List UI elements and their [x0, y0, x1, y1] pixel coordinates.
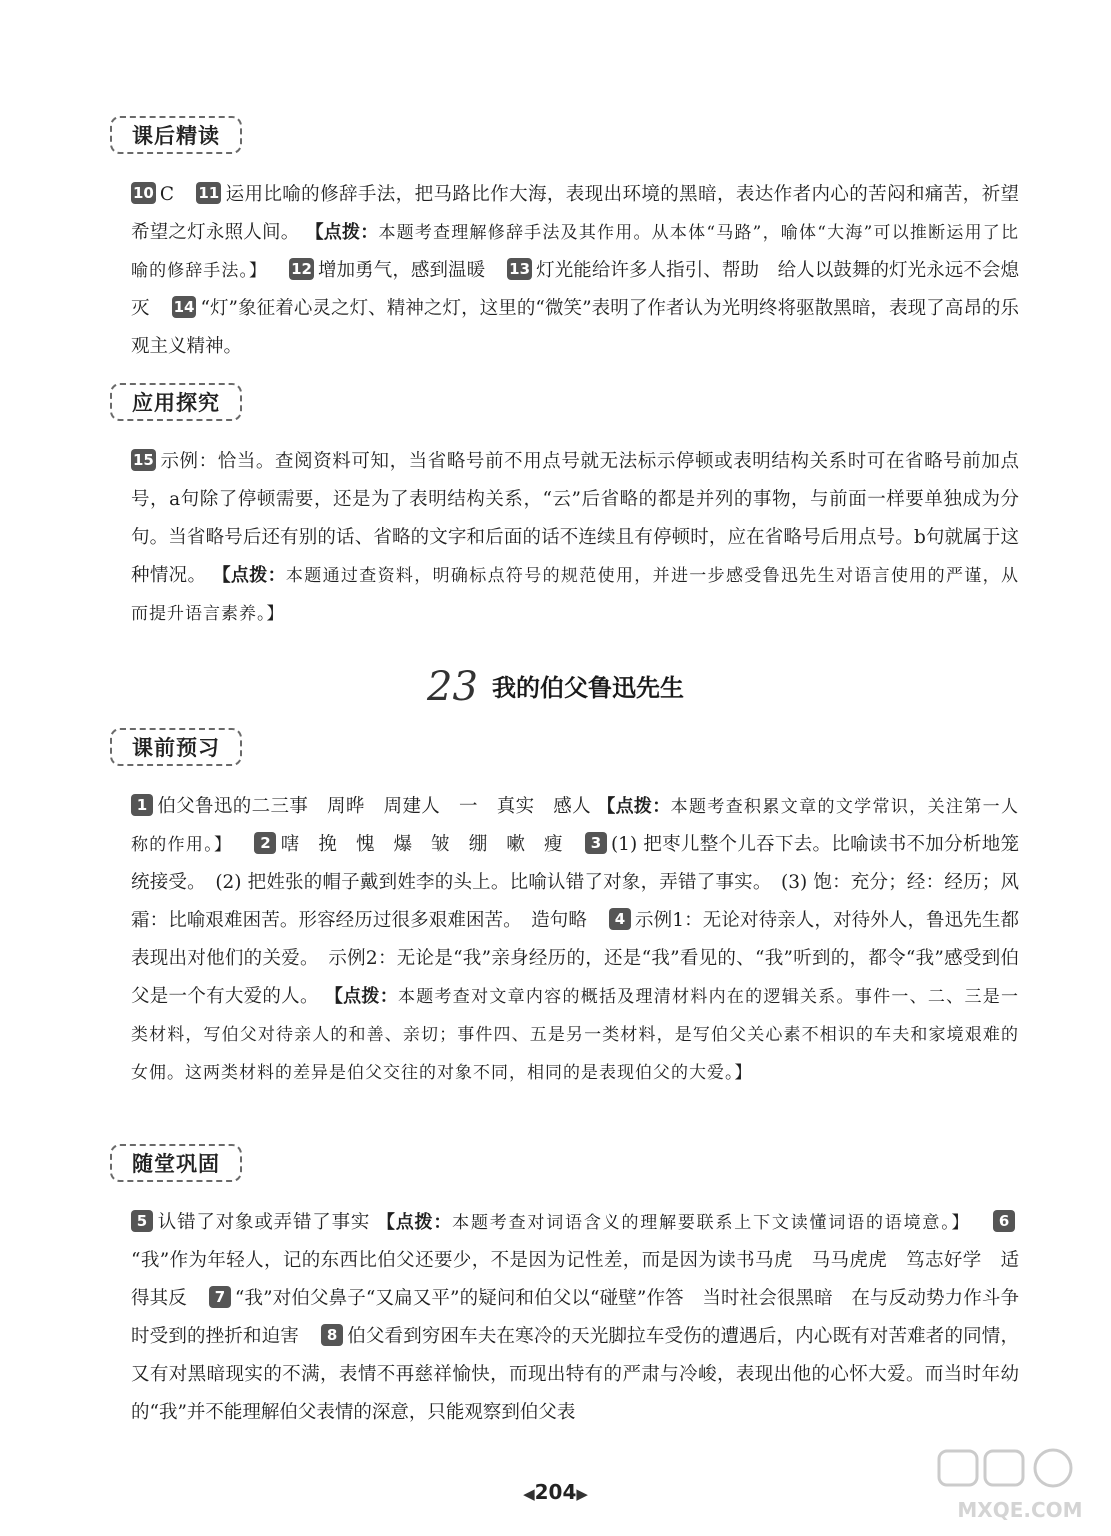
answer-1: 伯父鲁迅的二三事 周晔 周建人 一 真实 感人 — [157, 796, 591, 817]
section-keqian-body — [131, 788, 1019, 1092]
question-number-1: 1 — [131, 794, 153, 816]
question-number-6: 6 — [993, 1210, 1015, 1232]
question-number-8: 8 — [321, 1324, 343, 1346]
answer-11: 运用比喻的修辞手法，把马路比作大海，表现出环境的黑暗，表达作者内心的苦闷和痛苦，祈望希望之灯永照人间。 — [131, 184, 1019, 243]
hint-label: 【点拨： — [324, 986, 398, 1007]
question-number-15: 15 — [133, 451, 154, 469]
answer-14: “灯”象征着心灵之灯、精神之灯，这里的“微笑”表明了作者认为光明终将驱散黑暗，表现了高昂的乐观主义精神。 — [131, 298, 1019, 357]
question-number-2: 2 — [254, 832, 276, 854]
section-tag-suitang: 随堂巩固 — [110, 1144, 242, 1182]
question-number-13: 13 — [509, 260, 531, 278]
hint-label: 【点拨： — [597, 796, 671, 817]
question-number-5: 5 — [131, 1210, 153, 1232]
hint-5: 本题考查对词语含义的理解要联系上下文读懂词语的语境意。】 — [452, 1213, 971, 1233]
question-number-3: 3 — [585, 832, 607, 854]
left-triangle-icon: ◀ — [523, 1485, 535, 1503]
right-triangle-icon: ▶ — [576, 1485, 588, 1503]
question-number-10: 10 — [133, 184, 154, 202]
answer-6: “我”作为年轻人，记的东西比伯父还要少，不是因为记性差，而是因为读书马虎 马马虎虎 笃志好学 适得其反 — [131, 1250, 1019, 1309]
watermark-logo — [935, 1445, 1105, 1530]
answer-13: 灯光能给许多人指引、帮助 给人以鼓舞的灯光永远不会熄灭 — [131, 260, 1019, 319]
answer-10: C — [159, 184, 175, 205]
hint-label: 【点拨： — [376, 1212, 453, 1233]
svg-text:MXQE.COM: MXQE.COM — [957, 1498, 1083, 1522]
hint-15: 本题通过查资料，明确标点符号的规范使用，并进一步感受鲁迅先生对语言使用的严谨，从而提升语言素养。】 — [131, 566, 1019, 624]
question-number-14: 14 — [173, 298, 195, 316]
section-tag-yingyong: 应用探究 — [110, 383, 242, 421]
hint-4: 本题考查对文章内容的概括及理清材料内在的逻辑关系。事件一、二、三是一类材料，写伯父对待亲人的和善、亲切；事件四、五是另一类材料，是写伯父关心素不相识的车夫和家境艰难的女佣。这两类材料的差异是伯父交往的对象不同，相同的是表现伯父的大爱。】 — [131, 987, 1019, 1083]
answer-3: (1) 把枣儿整个儿吞下去。比喻读书不加分析地笼统接受。 (2) 把姓张的帽子戴到姓李的头上。比喻认错了对象，弄错了事实。 (3) 饱：充分；经：经历；风霜：比喻艰难困苦。形容经历过很多艰难困苦。 造句略 — [131, 834, 1019, 931]
hint-11: 本题考查理解修辞手法及其作用。从本体“马路”，喻体“大海”可以推断运用了比喻的修辞手法。】 — [131, 223, 1019, 281]
question-number-12: 12 — [291, 260, 312, 278]
lesson-name: 我的伯父鲁迅先生 — [491, 674, 684, 702]
page-number-value: 204 — [534, 1480, 577, 1504]
section-tag-keqian: 课前预习 — [110, 728, 242, 766]
lesson-number: 23 — [427, 664, 478, 710]
hint-label: 【点拨： — [305, 222, 379, 243]
section-suitang-body — [131, 1204, 1019, 1432]
answer-15: 示例：恰当。查阅资料可知，当省略号前不用点号就无法标示停顿或表明结构关系时可在省略号前加点号，a句除了停顿需要，还是为了表明结构关系，“云”后省略的都是并列的事物，与前面一样要单独成为分句。当省略号后还有别的话、省略的文字和后面的话不连续且有停顿时，应在省略号后用点号。b句就属于这种情况。 — [131, 451, 1019, 586]
question-number-7: 7 — [209, 1286, 231, 1308]
section-tag-kehou: 课后精读 — [110, 116, 242, 154]
section-yingyong-body — [131, 443, 1019, 633]
answer-5: 认错了对象或弄错了事实 — [157, 1212, 371, 1233]
answer-7: “我”对伯父鼻子“又扁又平”的疑问和伯父以“碰壁”作答 当时社会很黑暗 在与反动势力作斗争时受到的挫折和迫害 — [131, 1288, 1019, 1347]
hint-1: 本题考查积累文章的文学常识，关注第一人称的作用。】 — [131, 797, 1019, 855]
lesson-title — [0, 664, 1111, 710]
answer-2: 嗐 挽 愧 爆 皱 绷 嗽 瘦 — [280, 834, 563, 855]
section-kehou-body — [131, 176, 1019, 366]
hint-label: 【点拨： — [212, 565, 286, 586]
answer-4: 示例1：无论对待亲人，对待外人，鲁迅先生都表现出对他们的关爱。 示例2：无论是“我”亲身经历的，还是“我”看见的、“我”听到的，都令“我”感受到伯父是一个有大爱的人。 — [131, 910, 1019, 1007]
question-number-4: 4 — [609, 908, 631, 930]
answer-12: 增加勇气，感到温暖 — [317, 260, 486, 281]
question-number-11: 11 — [198, 184, 220, 202]
answer-8: 伯父看到穷困车夫在寒冷的天光脚拉车受伤的遭遇后，内心既有对苦难者的同情，又有对黑暗现实的不满，表情不再慈祥愉快，而现出特有的严肃与冷峻，表现出他的心怀大爱。而当时年幼的“我”并不能理解伯父表情的深意，只能观察到伯父表 — [131, 1326, 1019, 1423]
